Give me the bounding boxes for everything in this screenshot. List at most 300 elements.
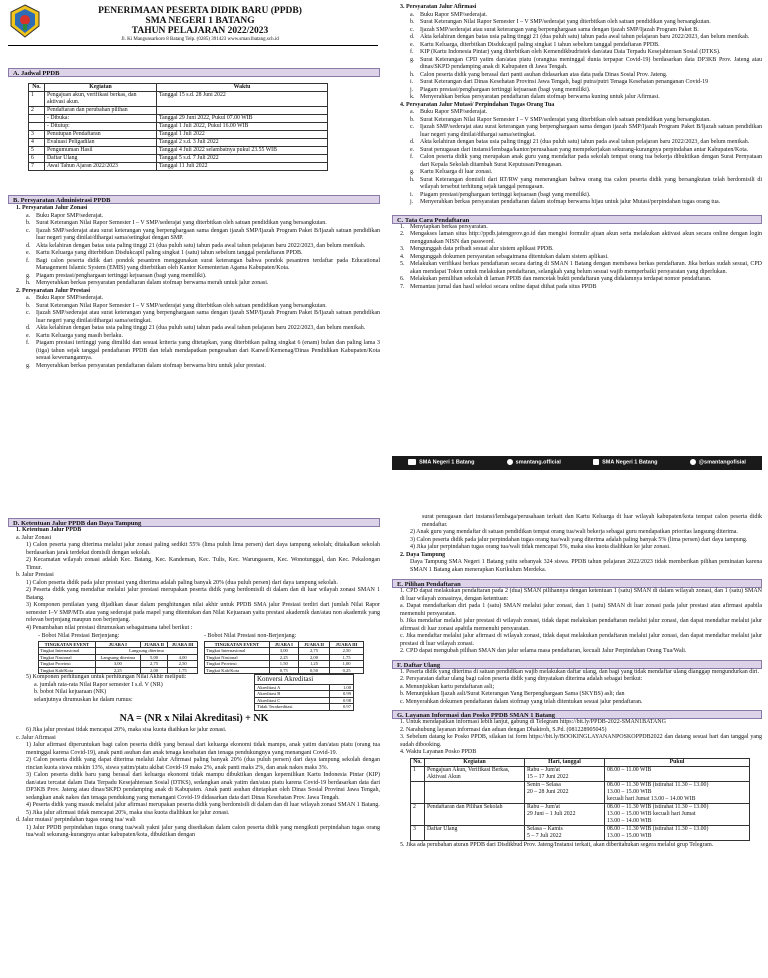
bobot-berjenjang-header <box>39 641 198 648</box>
zonasi-req-item <box>26 258 380 273</box>
posko-pukul: 08.00 – 11.30 WIB (istirahat 11.30 – 13.00) 13.00 – 15.00 WIB kecuali hari Jumat 13.00 – 14.00 WIB <box>605 781 750 803</box>
zonasi-req-text: Kartu Keluarga yang diterbitkan Disdukcapil paling singkat 1 (satu) tahun sebelum tanggal pendaftaran PPDB. <box>36 250 303 256</box>
schedule-table-header <box>29 84 328 92</box>
bobot-berjenjang-cell: Tingkat Kab/Kota <box>39 667 96 674</box>
registration-step-text: Melakukan pemilihan sekolah di laman PPDB dan mencetak bukti pendaftaran yang didalamnya terdapat nomor pendaftaran. <box>410 276 712 282</box>
schedule-waktu: Tanggal 4 Juli 2022 selambatnya pukul 23.55 WIB <box>157 147 328 155</box>
prestasi-req-item <box>26 363 380 371</box>
daya-tampung-text: Daya Tampung SMA Negeri 1 Batang yaitu sebanyak 324 siswa. PPDB tahun pelajaran 2022/2023 tidak memberikan pilihan peminatan karena SMAN 1 Batang akan menerapkan Kurikulum Merdeka. <box>410 559 762 573</box>
bobot-non-berjenjang-cell: 2,25 <box>269 654 298 661</box>
section-d-heading: D. Ketentuan Jalur PPDB dan Daya Tampung <box>8 518 380 527</box>
schedule-kegiatan: Evaluasi Peligadilan <box>45 139 157 147</box>
konversi-label: Akreditasi C <box>255 697 330 704</box>
mutasi-req-marker: b. <box>410 116 415 123</box>
bobot-berjenjang-caption: - Bobot Nilai Prestasi Berjenjang: <box>38 633 120 639</box>
afirmasi-req-text: Piagam prestasi/penghargaan tertinggi kejuaraan (bagi yang memiliki). <box>420 86 591 93</box>
mutasi-title: 4. Persyaratan Jalur Mutasi/ Perpindahan Tugas Orang Tua <box>400 101 555 108</box>
title-line-2: SMA NEGERI 1 BATANG <box>145 16 255 26</box>
mutasi-req-text: Piagam prestasi/penghargaan tertinggi kejuaraan (bagi yang memiliki). <box>420 191 591 198</box>
daftar-ulang-item: b. Menunjukkan Ijazah asli/Surat Keterangan Yang Berpenghargaan Sama (SKYBS) asli; dan <box>400 691 625 697</box>
mutasi-req-item <box>410 109 762 117</box>
mutasi-rule: 2) Anak guru yang mendaftar di satuan pendidikan tempat orang tua/wali bekerja sebagai guru mendapatkan prioritas langsung diterima. <box>410 529 738 535</box>
posko-row <box>411 766 750 781</box>
afirmasi-req-item <box>410 72 762 80</box>
posko-schedule-table <box>410 758 750 841</box>
section-g-heading: G. Layanan Informasi dan Posko PPDB SMAN 1 Batang <box>392 710 762 719</box>
pilihan-item: c. Jika mendaftar melalui jalur afirmasi di wilayah zonasi, tidak dapat melakukan pendaftaran melalui jalur zonasi, dan dapat mendaftar melalui jalur prestasi di luar wilayah zonasi. <box>400 633 762 647</box>
mutasi-req-item <box>410 169 762 177</box>
afirmasi-req-text: Surat Keterangan Nilai Rapor Semester I – V SMP/sederajat yang diterbitkan oleh satuan pendidikan yang bersangkutan. <box>420 19 711 25</box>
schedule-no <box>29 123 45 131</box>
registration-step-text: Mengakses laman situs http://ppdb.jatengprov.go.id dan mengisi formulir ajuan akun serta melakukan aktivasi akun secara online dengan login menggunakan NISN dan password. <box>410 231 762 245</box>
afirmasi-req-item <box>410 27 762 35</box>
posko-row <box>411 825 750 840</box>
prestasi-req-item <box>26 295 380 303</box>
daftar-ulang-list <box>392 669 762 707</box>
registration-step-text: Melakukan verifikasi berkas pendaftaran secara daring di SMAN 1 Batang dengan membawa berkas pendaftaran. Jika berkas sudah sesuai, CPD akan mendapat Token untuk melakukan pendaftaran, selangkah yang belum sesuai wajib memperbaiki persyaratan yang diperlukan. <box>410 261 762 275</box>
bobot-berjenjang-cell: Tingkat Provinsi <box>39 661 96 668</box>
pilihan-item: a. Dapat mendaftarkan diri pada 1 (satu) SMAN melalui jalur zonasi, dan 1 (satu) SMAN di luar zonasi pada jalur prestasi atau afirmasi apabila memenuhi persyaratan. <box>400 603 762 617</box>
posko-hari: Rabu – Jum'at 29 Juni – 1 Juli 2022 <box>525 803 605 825</box>
jalur-ketentuan-title: 1. Ketentuan Jalur PPDB <box>16 527 82 533</box>
afirmasi-req-item <box>410 49 762 57</box>
registration-step-marker: 3. <box>400 246 405 252</box>
afirmasi-req-text: Surat Keterangan dari Dinas Kesehatan Provinsi Jawa Tengah, bagi putra/putri Tenaga Kesehatan penanganan Covid-19 <box>420 79 709 85</box>
schedule-no: 7 <box>29 163 45 171</box>
bobot-non-berjenjang-cell: 2,50 <box>330 648 364 655</box>
bobot-non-berjenjang-cell: 0,50 <box>298 667 329 674</box>
zonasi-req-text: Piagam prestasi/penghargaan tertinggi kejuaraan (bagi yang memiliki). <box>36 272 207 279</box>
pilihan-item: 1. CPD dapat melakukan pendaftaran pada 2 (dua) SMAN pilihannya dengan ketentuan 1 (satu) SMAN di dalam wilayah zonasi, dan 1 (satu) SMAN di luar wilayah zonasinya, dengan ketentuan: <box>400 588 762 602</box>
posko-header-cell: No. <box>411 758 425 766</box>
konversi-label: Tidak Terakreditasi <box>255 704 330 711</box>
afirmasi-req-marker: c. <box>410 26 415 33</box>
formula-intro: selanjutnya dirumuskan ke dalam rumus: <box>34 696 133 703</box>
schedule-kegiatan: Penutupan Pendaftaran <box>45 131 157 139</box>
afirmasi-req-item <box>410 34 762 42</box>
zonasi-req-text: Buku Rapor SMP/sederajat. <box>36 212 104 219</box>
schedule-no: 5 <box>29 147 45 155</box>
prestasi-rule: 1) Calon peserta didik pada jalur prestasi yang diterima adalah paling banyak 20% (dua puluh persen) dari daya tampung sekolah. <box>26 579 338 586</box>
schedule-row <box>29 115 328 123</box>
afirmasi-req-marker: b. <box>410 19 415 25</box>
bobot-berjenjang-row <box>39 667 198 674</box>
prestasi-req-text: Surat Keterangan Nilai Rapor Semester I – V SMP/sederajat yang diterbitkan oleh satuan pendidikan yang bersangkutan. <box>36 302 327 309</box>
schedule-row <box>29 131 328 139</box>
posko-header-cell: Pukul <box>605 758 750 766</box>
posko-no: 1 <box>411 766 425 781</box>
registration-step-text: Mengunggah dokumen persyaratan sebagaimana ditentukan dalam sistem aplikasi. <box>410 253 609 260</box>
mutasi-jalur-title: d. Jalur mutasi/ perpindahan tugas orang tua/ wali <box>16 817 136 824</box>
schedule-row <box>29 147 328 155</box>
prestasi-rule: 3) Komponen penilaian yang dijadikan dasar dalam penghitungan nilai akhir untuk PPDB SMA jalur Prestasi terdiri dari jumlah Nilai Rapor semester I–V SMP/MTs atau yang sederajat pada mapel yang ditentukan dan Nilai Kejuaraan yaitu prestasi akademik dan/atau non akademik yang relevan berjenjang maupun non berjenjang. <box>26 602 380 623</box>
bobot-non-berjenjang-cell: 0,25 <box>330 667 364 674</box>
bobot-tables <box>8 633 380 674</box>
mutasi-rules-list <box>8 825 380 840</box>
afirmasi-req-text: Menyerahkan berkas persyaratan pendaftaran dalam stofmap berwarna kuning untuk jalur Afirmasi. <box>420 94 660 100</box>
prestasi-req-marker: b. <box>26 302 31 309</box>
mutasi-req-text: Calon peserta didik yang merupakan anak guru yang mendaftar pada sekolah tempat orang tua bekerja dibuktikan dengan Surat Pernyataan dari Kepala Sekolah ditambah Surat Keputusan/Penugasan. <box>420 154 762 168</box>
schedule-row <box>29 139 328 147</box>
afirmasi-req-text: Buku Rapor SMP/sederajat. <box>420 11 488 18</box>
school-logo-icon <box>8 4 42 38</box>
left-top-column <box>8 68 380 370</box>
registration-step-item <box>400 284 762 292</box>
prestasi-req-marker: g. <box>26 362 31 369</box>
schedule-kegiatan: Daftar Ulang <box>45 155 157 163</box>
mutasi-req-item <box>410 199 762 207</box>
zonasi-req-item <box>26 280 380 288</box>
zonasi-req-marker: b. <box>26 220 31 226</box>
afirmasi-rule: 5) Jika jalur afirmasi tidak mencapai 20%, maka sisa kuota dialihkan ke jalur zonasi. <box>26 809 230 816</box>
mutasi-req-item <box>410 124 762 139</box>
facebook-link[interactable]: SMA Negeri 1 Batang <box>593 459 657 466</box>
mutasi-req-text: Buku Rapor SMP/sederajat. <box>420 109 488 115</box>
mutasi-req-marker: c. <box>410 124 415 130</box>
afirmasi-req-marker: h. <box>410 71 415 78</box>
bobot-non-berjenjang-header-cell: JUARA II <box>298 641 329 648</box>
afirmasi-req-text: Surat Keterangan CPD yatim dan/atau piatu (orangtua meninggal dunia terpapar Covid-19) berdasarkan data DP3KB Prov. Jateng atau dinas/SKPD pendamping anak di Kabupaten di Jawa Tengah. <box>420 56 762 70</box>
mutasi-req-text: Kartu Keluarga di luar zonasi. <box>420 169 493 175</box>
prestasi-req-item <box>26 303 380 311</box>
bobot-berjenjang-header-cell: JUARA III <box>168 641 198 648</box>
zonasi-jalur-title: a. Jalur Zonasi <box>16 534 52 541</box>
posko-header-cell: Kegiatan <box>425 758 525 766</box>
bobot-non-berjenjang-header-cell: JUARA I <box>269 641 298 648</box>
konversi-label: Akreditasi B <box>255 691 330 698</box>
afirmasi-req-item <box>410 94 762 102</box>
schedule-kegiatan: - Dibuka: <box>45 115 157 123</box>
zonasi-req-text: Surat Keterangan Nilai Rapor Semester I – V SMP/sederajat yang diterbitkan oleh satuan pendidikan yang bersangkutan. <box>36 220 327 226</box>
daftar-ulang-item: c. Menyerahkan dokumen pendaftaran dalam stofmap yang telah ditentukan sesuai jalur pendaftaran. <box>400 698 643 705</box>
component-nr: a. jumlah rata-rata Nilai Rapor semester I s.d. V (NR) <box>34 681 163 688</box>
posko-no <box>411 781 425 803</box>
zonasi-req-marker: e. <box>26 250 31 256</box>
registration-step-item <box>400 246 762 254</box>
layanan-item: 2. Narahubung layanan informasi dan aduan dengan Dhakiroh, S.Pd. (081228905045) <box>400 726 607 733</box>
mutasi-requirements-list <box>392 109 762 207</box>
mutasi-rules-continued <box>392 529 762 552</box>
pilihan-item: b. Jika mendaftar melalui jalur prestasi di wilayah zonasi, tidak dapat melakukan pendaftaran melalui jalur zonasi, dan dapat mendaftar melalui jalur afirmasi di luar zonasi apabila memenuhi persyaratan. <box>400 618 762 632</box>
prestasi-req-marker: d. <box>26 325 31 331</box>
section-f-heading: F. Daftar Ulang <box>392 660 762 669</box>
twitter-icon <box>690 459 696 465</box>
title-line-1: PENERIMAAN PESERTA DIDIK BARU (PPDB) <box>98 6 302 16</box>
daftar-ulang-item: a. Menunjukkan kartu pendaftaran asli; <box>400 683 495 690</box>
zonasi-req-marker: h. <box>26 280 31 286</box>
afirmasi-title: 3. Persyaratan Jalur Afirmasi <box>400 4 477 10</box>
afirmasi-rule: 2) Calon peserta didik yang dapat diterima melalui Jalur Afirmasi paling banyak 20% (dua puluh persen) dari daya tampung sekolah dengan rincian kuota siswa miskin 13%, siswa yatim/piatu akibat Covid-19 maks 2%, anak panti maks 2%, dan anak nakes maks 3%. <box>26 757 380 771</box>
zonasi-req-text: Akta kelahiran dengan batas usia paling tinggi 21 (dua puluh satu) tahun pada awal tahun pelajaran baru 2022/2023, dan belum menikah. <box>36 242 366 249</box>
layanan-item: 4. Waktu Layanan Posko PPDB <box>400 749 477 755</box>
mutasi-req-marker: d. <box>410 139 415 145</box>
prestasi-req-text: Kartu Keluarga yang masih berlaku. <box>36 332 124 339</box>
schedule-waktu: Tanggal 2 s.d. 3 Juli 2022 <box>157 139 328 147</box>
schedule-no: 1 <box>29 92 45 107</box>
mutasi-req-text: Surat Keterangan domisili dari RT/RW yang menerangkan bahwa orang tua calon peserta didik yang bersangkutan telah berdomisili di wilayah tersebut terhitung sejak tanggal penugasan. <box>420 176 762 190</box>
posko-hari: Rabu – Jum'at 15 – 17 Juni 2022 <box>525 766 605 781</box>
component-nk: b. bobot Nilai kejuaraan (NK) <box>34 689 107 695</box>
schedule-waktu: Tanggal 29 Juni 2022, Pukul 07.00 WIB <box>157 115 328 123</box>
schedule-waktu: Tanggal 1 Juli 2022, Pukul 16.00 WIB <box>157 123 328 131</box>
bobot-non-berjenjang-cell: 1,50 <box>269 661 298 668</box>
bobot-non-berjenjang-row <box>205 667 364 674</box>
layanan-informasi-list <box>392 719 762 757</box>
bobot-non-berjenjang-cell: 0,75 <box>269 667 298 674</box>
registration-step-item <box>400 276 762 284</box>
afirmasi-rule: 3) Calon peserta didik baru yang berasal dari keluarga ekonomi tidak mampu dibuktikan dengan kepemilikan Kartu Indonesia Pintar (KIP) dan/atau tercatat dalam Data Terpadu Kesejahteraan Sosial (DTKS), sedangkan anak yatim dan/atau piatu karena Covid-19 berdasarkan data dari DP3KB Prov. Jateng atau dinas/SKPD pendamping anak di Kabupaten. Anak panti asuhan ditetapkan oleh Dinas Sosial Provinsi Jawa Tengah, sedangkan anak nakes dan tenaga pendukung yang menangani Covid-19 didasarkan data dari Dinas Kesehatan Prov. Jawa Tengah. <box>26 772 380 801</box>
posko-pukul: 08.00 – 11.30 WIB (istirahat 11.30 – 13.00) 13.00 – 15.00 WIB <box>605 825 750 840</box>
bobot-berjenjang-cell: Langsung diterima <box>95 654 140 661</box>
registration-step-marker: 5. <box>400 261 405 267</box>
afirmasi-jalur-title: c. Jalur Afirmasi <box>16 734 56 741</box>
afirmasi-req-text: Akta kelahiran dengan batas usia paling tinggi 21 (dua puluh satu) tahun pada awal tahun pelajaran baru 2022/2023, dan belum menikah. <box>420 34 750 40</box>
prestasi-title: 2. Persyaratan Jalur Prestasi <box>16 287 91 294</box>
bobot-berjenjang-cell: Langsung diterima <box>95 648 197 655</box>
prestasi-req-marker: e. <box>26 332 31 339</box>
zonasi-req-item <box>26 273 380 281</box>
afirmasi-req-item <box>410 57 762 72</box>
bobot-non-berjenjang-header-cell: JUARA III <box>330 641 364 648</box>
posko-hari: Senin – Selasa 20 – 28 Juni 2022 <box>525 781 605 803</box>
bobot-non-berjenjang-table <box>204 641 364 675</box>
registration-step-text: Memantau jurnal dan hasil seleksi secara online dapat diihat pada situs PPDB <box>410 283 597 290</box>
schedule-row <box>29 92 328 107</box>
mutasi-req-marker: f. <box>410 154 414 160</box>
bobot-berjenjang-header-cell: JUARA II <box>140 641 168 648</box>
instagram-icon <box>507 459 513 465</box>
prestasi-req-text: Menyerahkan berkas persyaratan pendaftaran dalam stofmap berwarna biru untuk jalur prestasi. <box>36 362 267 369</box>
mutasi-rule: 4) Jika jalur perpindahan tugas orang tua/wali tidak mencapai 5%, maka sisa kuota dialihkan ke jalur zonasi. <box>410 544 671 550</box>
zonasi-req-item <box>26 228 380 243</box>
afirmasi-rule: 4) Peserta didik yang masuk melalui jalur afirmasi merupakan peserta didik yang berdomisili di dalam dan di luar wilayah zonasi SMAN 1 Batang. <box>26 802 380 809</box>
zonasi-req-marker: f. <box>26 257 30 264</box>
schedule-kegiatan: Awal Tahun Ajaran 2022/2023 <box>45 163 157 171</box>
bobot-non-berjenjang-cell: Tingkat Nasional <box>205 654 270 661</box>
prestasi-rule: 4) Penambahan nilai prestasi dirumuskan sebagaimana tabel berikut : <box>26 624 193 631</box>
mutasi-req-marker: a. <box>410 109 415 115</box>
mutasi-req-item <box>410 139 762 147</box>
schedule-no: 6 <box>29 155 45 163</box>
prestasi-req-item <box>26 325 380 333</box>
right-top-column <box>392 4 762 291</box>
registration-step-marker: 7. <box>400 283 405 290</box>
bobot-berjenjang-cell: 5,00 <box>140 654 168 661</box>
schedule-header-cell: Waktu <box>157 84 328 92</box>
afirmasi-rules-list <box>8 742 380 817</box>
zonasi-req-marker: g. <box>26 272 31 279</box>
prestasi-rule: 2) Peserta didik yang mendaftar melalui jalur prestasi merupakan peserta didik yang berdomisili di dalam dan di luar wilayah zonasi SMAN 1 Batang. <box>26 587 380 601</box>
zonasi-title: 1. Persyaratan Jalur Zonasi <box>16 205 88 211</box>
bobot-berjenjang-header-cell: JUARA I <box>95 641 140 648</box>
posko-no: 3 <box>411 825 425 840</box>
mutasi-req-text: Ijazah SMP/sederajat atau surat keterangan yang berpenghargaan sama dengan ijazah SMP/Ijazah Program Paket B/Ijazah satuan pendidikan luar negeri yang dinilai/dihargai sama/setingkat. <box>420 124 762 138</box>
posko-row <box>411 781 750 803</box>
zonasi-req-item <box>26 250 380 258</box>
konversi-table <box>254 684 354 711</box>
afirmasi-req-marker: j. <box>410 86 414 93</box>
afirmasi-req-item <box>410 87 762 95</box>
bobot-berjenjang-cell: 2,75 <box>140 661 168 668</box>
posko-row <box>411 803 750 825</box>
prestasi-req-item <box>26 333 380 341</box>
zonasi-rule: 1) Calon peserta yang diterima melalui jalur zonasi paling sedikit 55% (lima puluh lima persen) dari daya tampung sekolah; ditakalkan sekolah berdasarkan jarak terdekat domisili dengan sekolah. <box>26 542 380 556</box>
zonasi-req-marker: d. <box>26 242 31 249</box>
layanan-item: 3. Sebelum datang ke Posko PPDB, silakan isi form https://bit.ly/BOOKINGLAYANANPOSKOPPDB2022 dan datang sesuai hari dan tanggal yang sudah dibooking. <box>400 734 762 748</box>
afirmasi-req-item <box>410 19 762 27</box>
instagram-link[interactable]: smantang.official <box>507 459 561 466</box>
zonasi-req-item <box>26 220 380 228</box>
registration-step-item <box>400 254 762 262</box>
mutasi-rule: 3) Calon peserta didik pada jalur perpindahan tugas orang tua/wali yang diterima adalah paling banyak 5% (lima persen) dari daya tampung. <box>410 536 748 543</box>
konversi-value: 0.99 <box>329 691 353 698</box>
afirmasi-req-item <box>410 79 762 87</box>
konversi-title: Konversi Akreditasi <box>254 674 354 684</box>
registration-steps-list <box>392 224 762 292</box>
mutasi-rule-continuation: surat penugasan dari instansi/lembaga/perusahaan terkait dan Kartu Keluarga di luar wilayah kabupaten/kota tempat calon peserta didik mendaftar. <box>422 514 762 528</box>
posko-kegiatan: Daftar Ulang <box>425 825 525 840</box>
afirmasi-req-item <box>410 12 762 20</box>
posko-no: 2 <box>411 803 425 825</box>
zonasi-req-marker: a. <box>26 212 31 219</box>
bobot-non-berjenjang-caption: - Bobot Nilai Prestasi non-Berjenjang: <box>204 633 297 639</box>
posko-pukul: 08.00 – 11.00 WIB <box>605 766 750 781</box>
bobot-non-berjenjang-cell: 1,25 <box>298 661 329 668</box>
bobot-berjenjang-cell: 3,00 <box>95 661 140 668</box>
section-e-heading: E. Pilihan Pendaftaran <box>392 579 762 588</box>
registration-step-marker: 2. <box>400 231 405 237</box>
daftar-ulang-item: 1. Peserta didik yang diterima di satuan pendidikan wajib melakukan daftar ulang, dan bagi yang tidak mendaftar ulang dianggap mengundurkan diri. <box>400 668 760 675</box>
schedule-waktu: Tanggal 5 s.d. 7 Juli 2022 <box>157 155 328 163</box>
mutasi-req-text: Surat Keterangan Nilai Rapor Semester I – V SMP/sederajat yang diterbitkan oleh satuan pendidikan yang bersangkutan. <box>420 116 711 123</box>
registration-step-item <box>400 231 762 246</box>
schedule-waktu: Tanggal 15 s.d. 28 Juni 2022 <box>157 92 328 107</box>
bobot-non-berjenjang-cell: 2,00 <box>298 654 329 661</box>
registration-step-marker: 1. <box>400 223 405 230</box>
daya-tampung-title: 2. Daya Tampung <box>400 551 446 558</box>
schedule-row <box>29 155 328 163</box>
posko-hari: Selasa – Kamis 5 – 7 Juli 2022 <box>525 825 605 840</box>
zonasi-req-text: Menyerahkan berkas persyaratan pendaftaran dalam stofmap berwarna merah untuk jalur zonasi. <box>36 280 269 286</box>
youtube-link[interactable]: SMA Negeri 1 Batang <box>408 459 474 466</box>
mutasi-req-text: Menyerahkan berkas persyaratan pendaftaran dalam stofmap berwarna hijau untuk jalur Mutasi/perpindahan tugas orang tua. <box>420 199 721 205</box>
afirmasi-requirements-list <box>392 12 762 102</box>
pilihan-item: 2. CPD dapat mengubah pilihan SMAN dan jalur selama masa pendaftaran, kecuali Jalur Perpindahan Orang Tua/Wali. <box>400 648 687 654</box>
bobot-berjenjang-cell: Tingkat Nasional <box>39 654 96 661</box>
posko-table-header <box>411 758 750 766</box>
youtube-icon <box>408 459 416 465</box>
section-a-heading: A. Jadwal PPDB <box>8 68 380 77</box>
twitter-link[interactable]: @smantangofisial <box>690 459 746 466</box>
schedule-header-cell: No. <box>29 84 45 92</box>
schedule-no: 2 <box>29 107 45 115</box>
nilai-akhir-formula: NA = (NR x Nilai Akreditasi) + NK <box>119 712 269 724</box>
schedule-no: 4 <box>29 139 45 147</box>
konversi-row <box>255 704 354 711</box>
afirmasi-req-text: KIP (Kartu Indonesia Pintar) yang diterbitkan oleh Kemendikbudristek dan/atau Data Terpadu Kesejahteraan Sosial (DTKS). <box>420 49 721 55</box>
mutasi-req-marker: i. <box>410 191 414 198</box>
section-b-heading: B. Persyaratan Administrasi PPDB <box>8 195 380 204</box>
mutasi-req-marker: e. <box>410 146 415 153</box>
bobot-non-berjenjang-cell: Tingkat Kab/Kota <box>205 667 270 674</box>
schedule-table <box>28 83 328 171</box>
facebook-icon <box>593 459 599 465</box>
zonasi-req-item <box>26 213 380 221</box>
daftar-ulang-item: 2. Persyaratan daftar ulang bagi calon peserta didik yang dinyatakan diterima adalah sebagai berikut: <box>400 676 643 682</box>
afirmasi-req-marker: g. <box>410 56 415 63</box>
afirmasi-req-marker: a. <box>410 11 415 18</box>
registration-step-item <box>400 261 762 276</box>
brochure-title-block <box>50 6 350 43</box>
schedule-kegiatan: - Ditutup: <box>45 123 157 131</box>
schedule-row <box>29 123 328 131</box>
mutasi-req-marker: j. <box>410 199 414 205</box>
prestasi-req-marker: a. <box>26 295 31 301</box>
school-address: Jl. Ki Mangunsarkoro 8 Batang Telp. (0285) 391423 www.sman1batang.sch.id <box>121 37 279 42</box>
title-line-3: TAHUN PELAJARAN 2022/2023 <box>131 26 269 36</box>
afirmasi-rule: 1) Jalur afirmasi diperuntukan bagi calon peserta didik yang berasal dari keluarga ekonomi tidak mampu, anak yatim dan/atau piatu (orang tua meninggal karena Covid-19), anak panti asuhan dan anak tenaga kesehatan dan tenaga pendukungnya yang menangani Covid-19. <box>26 742 380 756</box>
prestasi-req-text: Akta kelahiran dengan batas usia paling tinggi 21 (dua puluh satu) tahun pada awal tahun pelajaran baru 2022/2023, dan belum menikah. <box>36 325 366 331</box>
prestasi-req-item <box>26 340 380 363</box>
mutasi-req-item <box>410 147 762 155</box>
schedule-kegiatan: Pengumuman Hasil <box>45 147 157 155</box>
bobot-non-berjenjang-cell: 3,00 <box>269 648 298 655</box>
prestasi-requirements-list <box>8 295 380 370</box>
registration-step-marker: 6. <box>400 276 405 282</box>
registration-step-text: Mengunggah data pribadi sesuai alur sistem aplikasi PPDB. <box>410 246 554 252</box>
social-media-bar <box>392 456 762 470</box>
konversi-value: 0.97 <box>329 704 353 711</box>
schedule-waktu: Tanggal 1 Juli 2022 <box>157 131 328 139</box>
konversi-value: 1.00 <box>329 684 353 691</box>
zonasi-req-item <box>26 243 380 251</box>
zonasi-req-text: Bagi calon peserta didik dari pondok pesantren menggunakan surat keterangan bahwa pondok pesantren terdaftar pada Educational Management Islamic System (EMIS) yang diterbitkan oleh Kantor Kementerian Agama Kabupaten/Kota. <box>36 257 380 271</box>
layanan-item: 1. Untuk mendapatkan informasi lebih lanjut, gabung di Telegram https://bit.ly/PPDB-2022-SMAN1BATANG <box>400 719 666 725</box>
mutasi-req-item <box>410 192 762 200</box>
afirmasi-req-marker: k. <box>410 94 415 100</box>
mutasi-rule: 1) Jalur PPDB perpindahan tugas orang tua/wali yakni jalur yang disediakan dalam calon peserta didik yang mengikuti perpindahan tugas orang tua/wali sekurang-kurangnya antar kabupaten/kota, dibuktikan dengan <box>26 824 380 839</box>
mutasi-req-text: Surat penugasan dari instansi/lembaga/kantor/perusahaan yang mempekerjakan sekurang-kurangnya perpindahan antar Kabupaten/Kota. <box>420 146 749 153</box>
prestasi-rules-list <box>8 580 380 633</box>
schedule-row <box>29 163 328 171</box>
bobot-non-berjenjang-cell: 1,75 <box>330 654 364 661</box>
prestasi-req-item <box>26 310 380 325</box>
prestasi-req-marker: c. <box>26 310 31 316</box>
prestasi-req-text: Buku Rapor SMP/sederajat. <box>36 295 104 301</box>
bobot-non-berjenjang-header-cell: TINGKATAN EVENT <box>205 641 270 648</box>
prestasi-req-text: Piagam prestasi tertinggi yang dimiliki dan sesuai kriteria yang ditetapkan, yang diterbitkan paling singkat 6 (enam) bulan dan paling lama 3 (tiga) tahun sejak tanggal pendaftaran PPDB dan telah mendapatkan pengesahan dari Kanwil/Kemenag/Dinas Pendidikan Kabupaten/Kota sesuai kewenangannya. <box>36 340 380 361</box>
posko-kegiatan: Pendaftaran dan Pilihan Sekolah <box>425 803 525 825</box>
bobot-non-berjenjang-cell: 1,00 <box>330 661 364 668</box>
bobot-berjenjang-table <box>38 641 198 675</box>
posko-pukul: 08.00 – 11.30 WIB (istirahat 11.30 – 13.00) 13.00 – 15.00 WIB kecuali hari Jumat 13.00 – 14.00 WIB <box>605 803 750 825</box>
afirmasi-req-marker: i. <box>410 79 414 85</box>
schedule-header-cell: Kegiatan <box>45 84 157 92</box>
afirmasi-req-text: Calon peserta didik yang berasal dari panti asuhan didasarkan atas data pada Dinas Sosial Prov. Jateng. <box>420 71 668 78</box>
left-bottom-column <box>8 518 380 840</box>
schedule-no <box>29 115 45 123</box>
bobot-non-berjenjang-cell: Tingkat Internasional <box>205 648 270 655</box>
konversi-label: Akreditasi A <box>255 684 330 691</box>
konversi-value: 0.98 <box>329 697 353 704</box>
prestasi-rule-6: 6) Jika jalur prestasi tidak mencapai 20%, maka sisa kuota diaihkan ke jalur zonasi. <box>26 727 227 734</box>
pilihan-pendaftaran-list <box>392 588 762 656</box>
schedule-no: 3 <box>29 131 45 139</box>
bobot-non-berjenjang-cell: 2,75 <box>298 648 329 655</box>
afirmasi-req-item <box>410 42 762 50</box>
mutasi-req-item <box>410 177 762 192</box>
prestasi-jalur-title: b. Jalur Prestasi <box>16 572 54 578</box>
